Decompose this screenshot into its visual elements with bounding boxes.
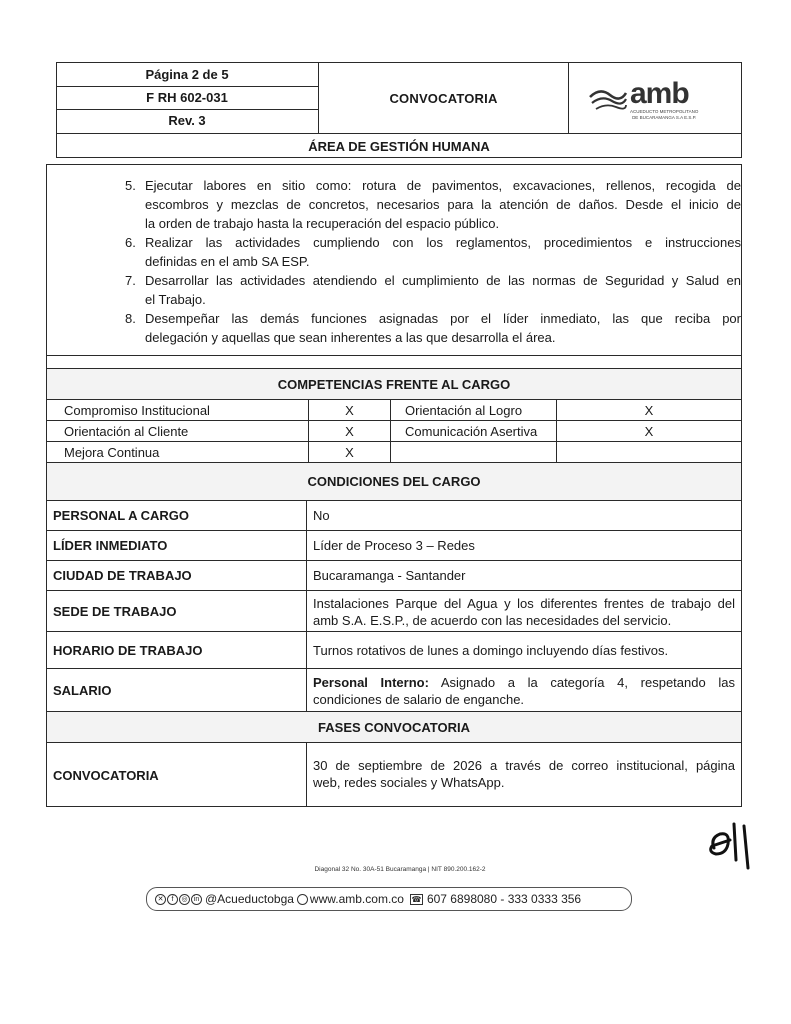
condicion-label: PERSONAL A CARGO (53, 508, 190, 523)
fase-value: 30 de septiembre de 2026 a través de correo institucional, página web, redes sociales y WhatsApp. (313, 758, 735, 790)
condicion-label: SEDE DE TRABAJO (53, 603, 177, 619)
competencia-mark: X (345, 444, 354, 460)
logo-word: amb (630, 77, 689, 111)
competencia-label: Orientación al Logro (405, 402, 523, 418)
competencia-mark: X (644, 402, 654, 418)
instagram-icon: ◎ (179, 894, 190, 905)
page-number: Página 2 de 5 (145, 67, 229, 82)
salary-label: Personal Interno: (313, 675, 429, 690)
document-title: CONVOCATORIA (389, 90, 498, 106)
list-item: 7. Desarrollar las actividades atendiendo el cumplimiento de las normas de Seguridad y Salud en el Trabajo. (125, 273, 741, 307)
condicion-label: SALARIO (53, 682, 112, 698)
website: www.amb.com.co (309, 892, 404, 906)
area-title: ÁREA DE GESTIÓN HUMANA (308, 138, 490, 154)
competencia-label: Mejora Continua (64, 444, 160, 460)
competencia-mark: X (345, 402, 354, 418)
social-handle: @Acueductobga (205, 892, 294, 906)
col-divider (390, 399, 391, 462)
fases-title: FASES CONVOCATORIA (47, 712, 741, 742)
row-divider (46, 355, 742, 356)
x-twitter-icon: ✕ (155, 894, 166, 905)
row-divider (46, 368, 742, 369)
list-item: 6. Realizar las actividades cumpliendo con los reglamentos, procedimientos e instrucciones definidas en el amb SA ESP. (125, 235, 741, 269)
competencia-label: Comunicación Asertiva (405, 423, 538, 439)
condicion-label: HORARIO DE TRABAJO (53, 642, 203, 658)
company-address: Diagonal 32 No. 30A-51 Bucaramanga | NIT 890.200.162-2 (314, 866, 486, 873)
logo-tagline-1: ACUEDUCTO METROPOLITANO (630, 109, 699, 115)
competencia-mark: X (345, 423, 354, 439)
condicion-value: No (313, 508, 330, 523)
competencia-label: Compromiso Institucional (64, 402, 210, 418)
document-control-info (56, 62, 318, 134)
competencias-title: COMPETENCIAS FRENTE AL CARGO (47, 369, 741, 399)
revision: Rev. 3 (168, 113, 206, 128)
phone-numbers: 607 6898080 - 333 0333 356 (426, 892, 582, 906)
amb-logo (588, 78, 728, 122)
condicion-value: Turnos rotativos de lunes a domingo incluyendo días festivos. (313, 642, 669, 658)
handwritten-signature (700, 820, 760, 880)
condicion-value: Instalaciones Parque del Agua y los diferentes frentes de trabajo del amb S.A. E.S.P., de acuerdo con las necesidades del servicio. (313, 596, 735, 628)
competencia-label: Orientación al Cliente (64, 423, 189, 439)
competencia-mark: X (644, 423, 654, 439)
list-item: 5. Ejecutar labores en sitio como: rotura de pavimentos, excavaciones, rellenos, recogida de escombros y mezclas de concretos, necesarios para la atención de daños. Desde el inicio de la orden de trabajo hasta la recuperación del espacio público. (125, 178, 741, 231)
facebook-icon: f (167, 894, 178, 905)
condiciones-title: CONDICIONES DEL CARGO (47, 463, 741, 500)
fase-label: CONVOCATORIA (53, 767, 159, 783)
list-item: 8. Desempeñar las demás funciones asignadas por el líder inmediato, las que reciba por delegación y aquellas que sean inherentes a las que desarrolla el área. (125, 311, 741, 345)
document-code: F RH 602-031 (146, 90, 228, 105)
linkedin-icon: in (191, 894, 202, 905)
contact-bar (146, 887, 632, 911)
phone-icon: ☎ (411, 894, 422, 904)
globe-icon (297, 894, 308, 905)
water-waves-icon (588, 85, 628, 115)
logo-tagline-2: DE BUCARAMANGA S.A E.S.P. (632, 115, 697, 120)
condicion-value: Líder de Proceso 3 – Redes (313, 538, 475, 553)
condicion-value: Personal Interno: Asignado a la categoría 4, respetando las condiciones de salario de enganche. (313, 675, 735, 707)
condicion-label: LÍDER INMEDIATO (53, 538, 168, 553)
condicion-label: CIUDAD DE TRABAJO (53, 568, 192, 583)
condicion-value: Bucaramanga - Santander (313, 568, 466, 583)
header-divider (568, 62, 569, 134)
